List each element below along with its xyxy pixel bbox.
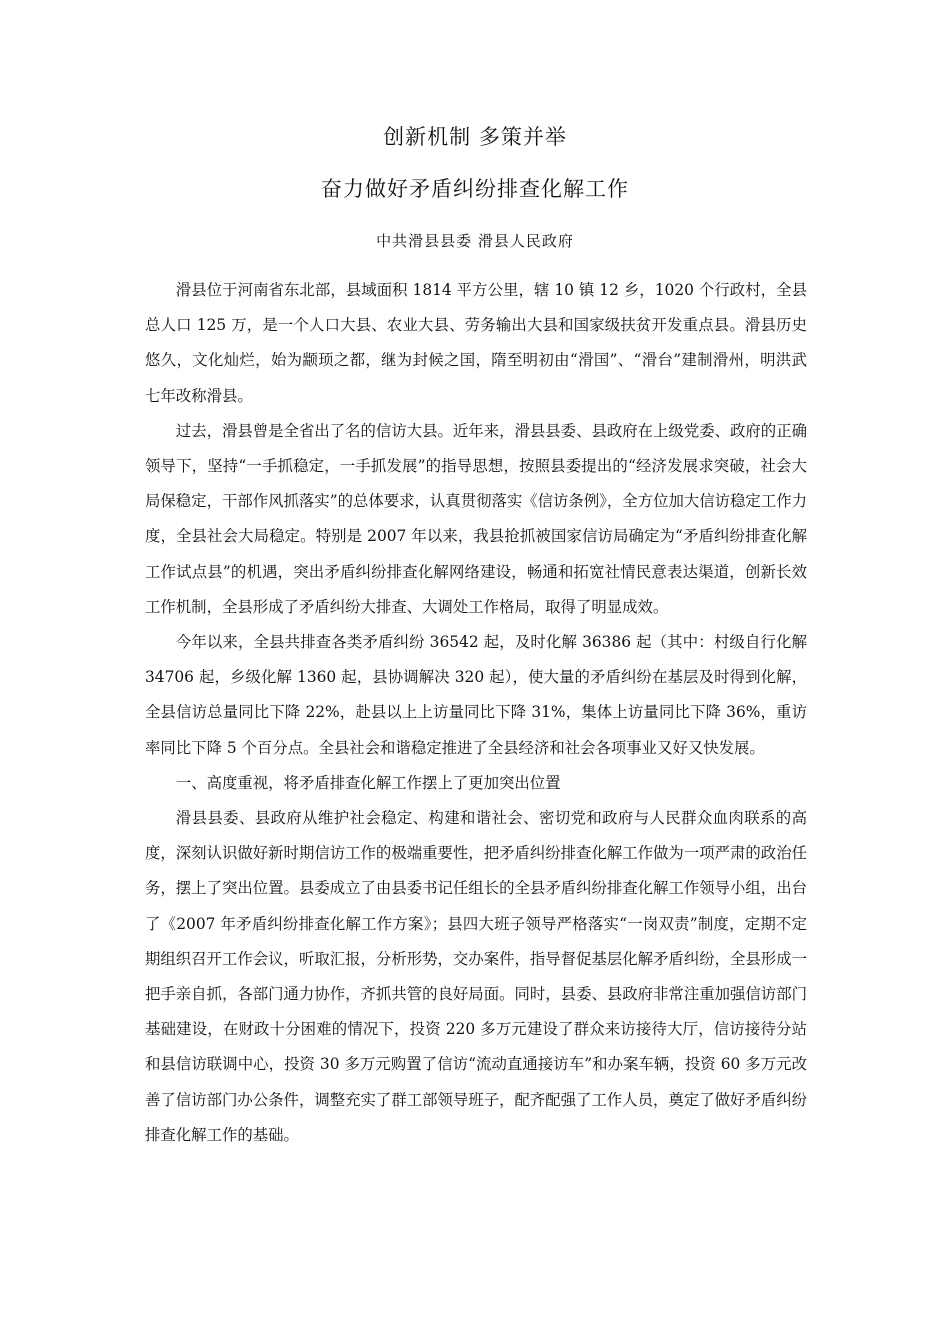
body-text bbox=[145, 273, 807, 1153]
title-line-2: 奋力做好矛盾纠纷排查化解工作 bbox=[321, 177, 629, 201]
paragraph-background: 过去，滑县曾是全省出了名的信访大县。近年来，滑县县委、县政府在上级党委、政府的正确领导下，坚持“一手抓稳定，一手抓发展”的指导思想，按照县委提出的“经济发展求突破，社会大局保稳定，干部作风抓落实”的总体要求，认真贯彻落实《信访条例》，全方位加大信访稳定工作力度，全县社会大局稳定。特别是 2007 年以来，我县抢抓被国家信访局确定为“矛盾纠纷排查化解工作试点县”的机遇，突出矛盾纠纷排查化解网络建设，畅通和拓宽社情民意表达渠道，创新长效工作机制，全县形成了矛盾纠纷大排查、大调处工作格局，取得了明显成效。 bbox=[145, 421, 807, 616]
paragraph-intro: 滑县位于河南省东北部，县域面积 1814 平方公里，辖 10 镇 12 乡，1020 个行政村，全县总人口 125 万，是一个人口大县、农业大县、劳务输出大县和国家级扶贫开发重点县。滑县历史悠久，文化灿烂，始为颛顼之都，继为封候之国，隋至明初由“滑国”、“滑台”建制滑州，明洪武七年改称滑县。 bbox=[145, 281, 807, 405]
section-heading-1: 一、高度重视，将矛盾排查化解工作摆上了更加突出位置 bbox=[175, 773, 561, 792]
paragraph-section-1: 滑县县委、县政府从维护社会稳定、构建和谐社会、密切党和政府与人民群众血肉联系的高度，深刻认识做好新时期信访工作的极端重要性，把矛盾纠纷排查化解工作做为一项严肃的政治任务，摆上了突出位置。县委成立了由县委书记任组长的全县矛盾纠纷排查化解工作领导小组，出台了《2007 年矛盾纠纷排查化解工作方案》；县四大班子领导严格落实“一岗双责”制度，定期不定期组织召开工作会议，听取汇报，分析形势，交办案件，指导督促基层化解矛盾纠纷，全县形成一把手亲自抓，各部门通力协作，齐抓共管的良好局面。同时，县委、县政府非常注重加强信访部门基础建设，在财政十分困难的情况下，投资 220 多万元建设了群众来访接待大厅，信访接待分站和县信访联调中心，投资 30 多万元购置了信访“流动直通接访车”和办案车辆，投资 60 多万元改善了信访部门办公条件，调整充实了群工部领导班子，配齐配强了工作人员，奠定了做好矛盾纠纷排查化解工作的基础。 bbox=[145, 809, 807, 1144]
paragraph-statistics: 今年以来，全县共排查各类矛盾纠纷 36542 起，及时化解 36386 起（其中：村级自行化解 34706 起，乡级化解 1360 起，县协调解决 320 起），使大量的矛盾纠纷在基层及时得到化解，全县信访总量同比下降 22%，赴县以上上访量同比下降 31%，集体上访量同比下降 36%，重访率同比下降 5 个百分点。全县社会和谐稳定推进了全县经济和社会各项事业又好又快发展。 bbox=[145, 633, 807, 757]
title-line-1: 创新机制 多策并举 bbox=[383, 125, 567, 149]
authors: 中共滑县县委 滑县人民政府 bbox=[376, 232, 574, 250]
